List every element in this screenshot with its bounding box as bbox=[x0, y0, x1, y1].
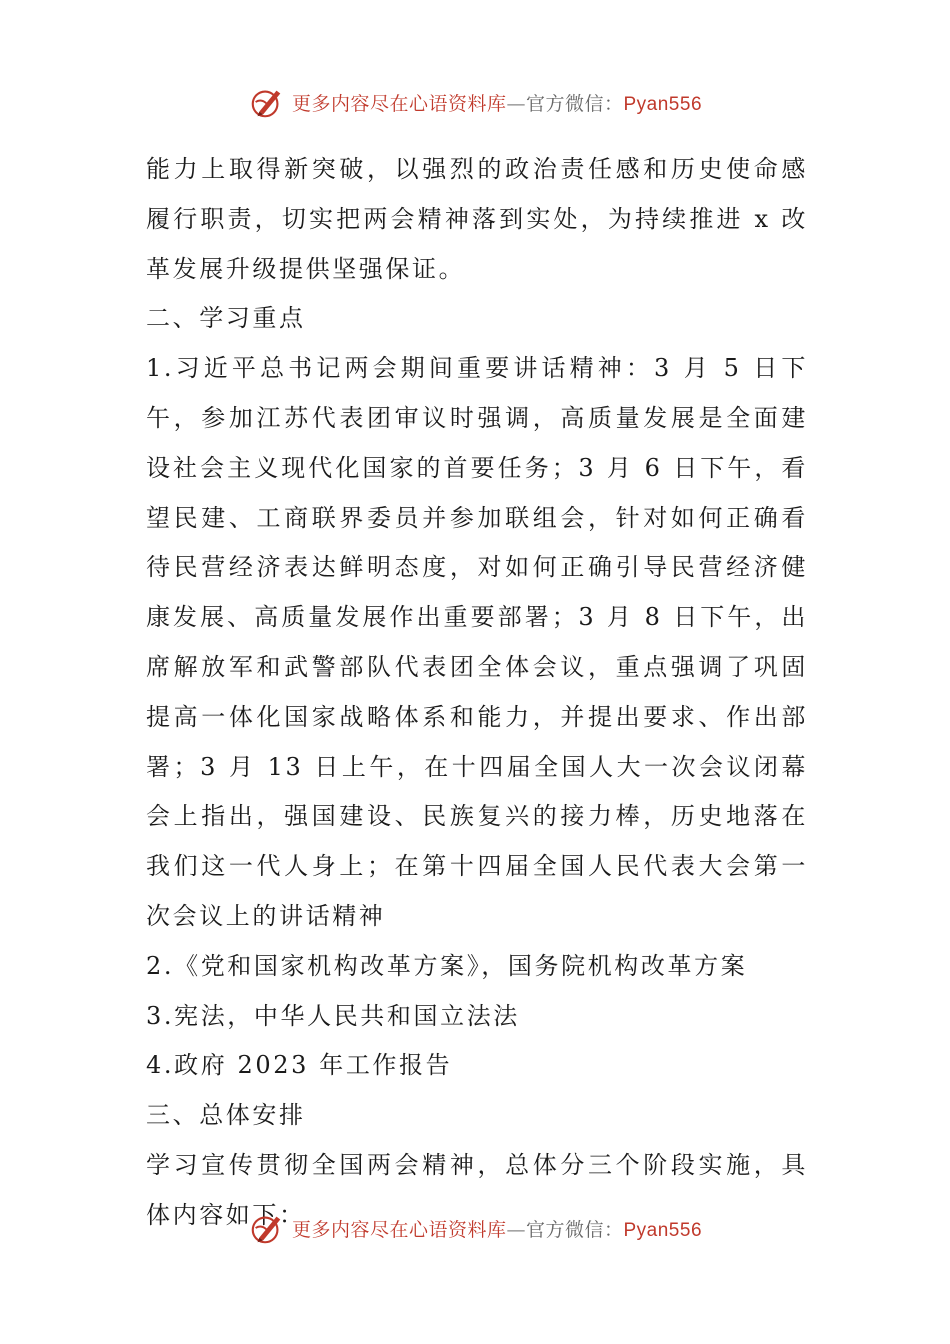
banner-label: 官方微信： bbox=[525, 92, 624, 115]
banner-text bbox=[292, 89, 702, 116]
pen-circle-logo-icon bbox=[248, 1209, 286, 1247]
document-body bbox=[146, 145, 808, 1241]
banner-dash: — bbox=[506, 92, 526, 115]
paragraph-arrangement: 学习宣传贯彻全国两会精神，总体分三个阶段实施，具体内容如下： bbox=[146, 1150, 808, 1229]
banner-text bbox=[292, 1215, 702, 1242]
footer-banner bbox=[0, 1206, 950, 1250]
banner-wechat-id: Pyan556 bbox=[623, 1219, 703, 1241]
list-item-3: 3.宪法，中华人民共和国立法法 bbox=[146, 1001, 520, 1030]
section-heading-study-focus: 二、学习重点 bbox=[146, 304, 306, 333]
list-item-2: 2.《党和国家机构改革方案》，国务院机构改革方案 bbox=[146, 951, 748, 980]
banner-dash: — bbox=[506, 1218, 526, 1241]
header-banner bbox=[0, 80, 950, 124]
list-item-4: 4.政府 2023 年工作报告 bbox=[146, 1051, 453, 1080]
paragraph-intro-continued: 能力上取得新突破，以强烈的政治责任感和历史使命感履行职责，切实把两会精神落到实处，为持续推进 x 改革发展升级提供坚强保证。 bbox=[146, 155, 808, 283]
banner-title: 更多内容尽在心语资料库 bbox=[291, 1218, 507, 1241]
banner-label: 官方微信： bbox=[525, 1218, 624, 1241]
banner-title: 更多内容尽在心语资料库 bbox=[291, 92, 507, 115]
section-heading-overall-arrangement: 三、总体安排 bbox=[146, 1101, 306, 1130]
banner-wechat-id: Pyan556 bbox=[623, 93, 703, 115]
pen-circle-logo-icon bbox=[248, 83, 286, 121]
list-item-1: 1.习近平总书记两会期间重要讲话精神：3 月 5 日下午，参加江苏代表团审议时强调，高质量发展是全面建设社会主义现代化国家的首要任务；3 月 6 日下午，看望民建、工商联界委员并参加联组会，针对如何正确看待民营经济表达鲜明态度，对如何正确引导民营经济健康发展、高质量发展作出重要部署；3 月 8 日下午，出席解放军和武警部队代表团全体会议，重点强调了巩固提高一体化国家战略体系和能力，并提出要求、作出部署；3 月 13 日上午，在十四届全国人大一次会议闭幕会上指出，强国建设、民族复兴的接力棒，历史地落在我们这一代人身上；在第十四届全国人民代表大会第一次会议上的讲话精神 bbox=[146, 354, 808, 930]
